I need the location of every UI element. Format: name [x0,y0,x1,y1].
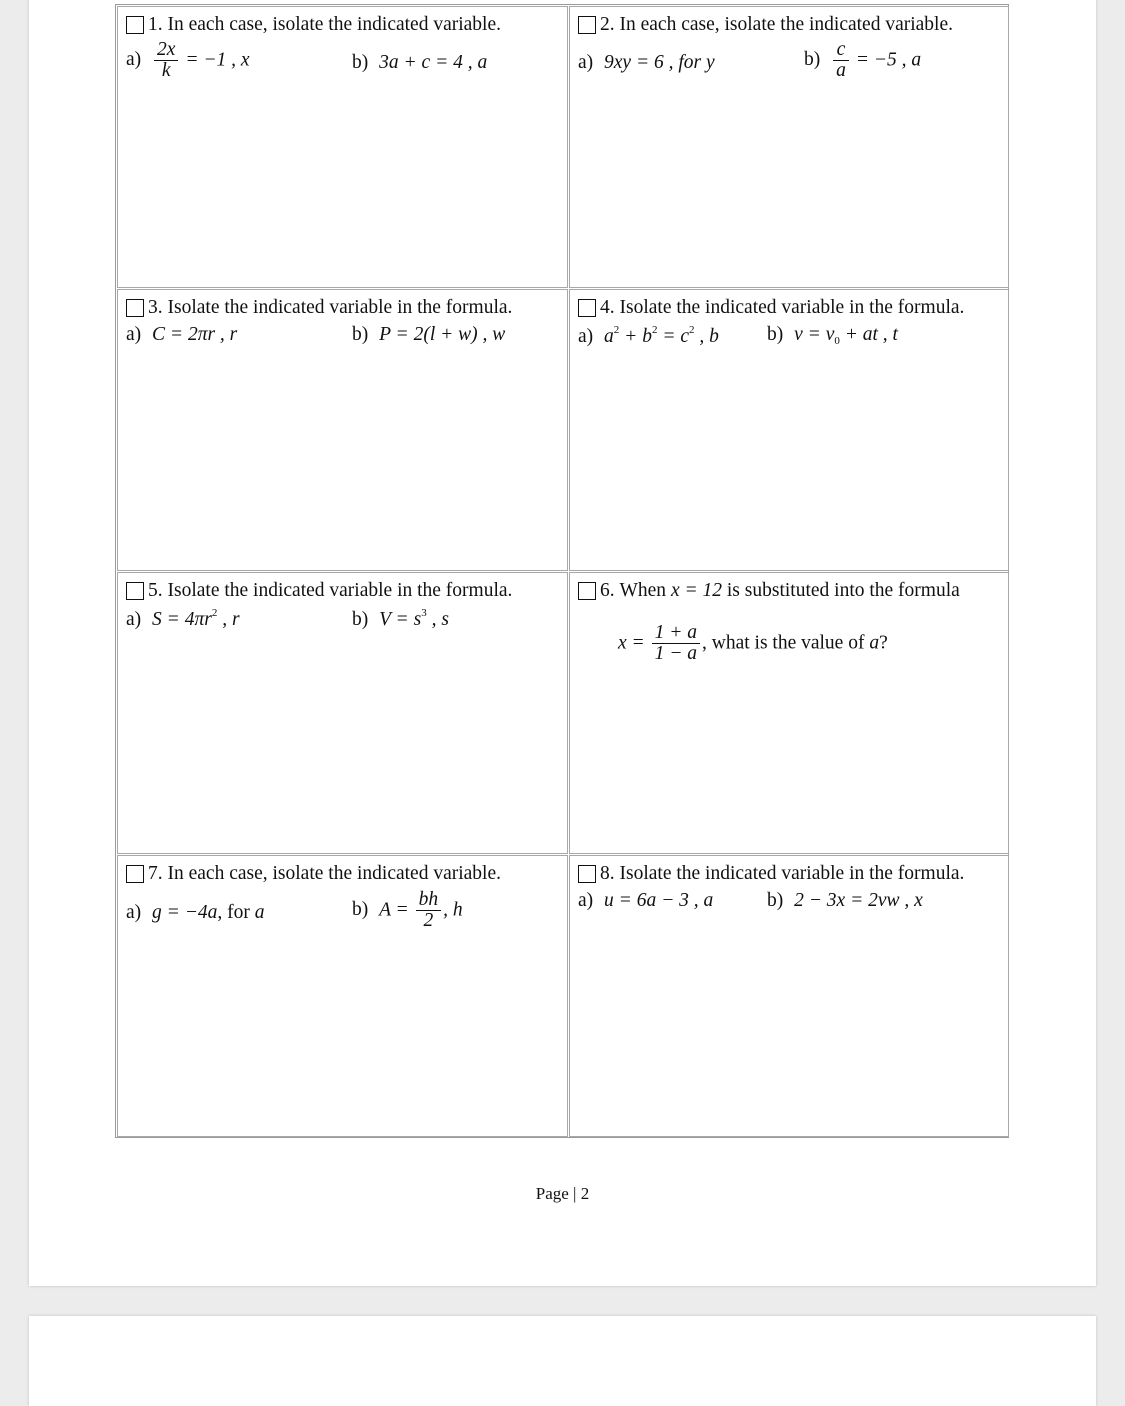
problem-prompt: In each case, isolate the indicated variable. [619,14,953,35]
formula [618,623,888,665]
checkbox[interactable] [126,299,144,317]
expr-term: a [604,326,614,347]
problem-cell-3 [117,289,568,571]
part-a [126,607,240,631]
problem-header [578,580,960,602]
expression-lhs: A = [379,899,409,921]
expr-term: , b [694,326,719,347]
checkbox[interactable] [578,582,596,600]
part-label: b) [804,49,821,71]
part-label: a) [126,609,142,630]
denominator: 2 [423,910,434,932]
problem-cell-5 [117,572,568,854]
problem-number: 1. [148,14,163,35]
problem-number: 2. [600,14,615,35]
expression: u = 6a − 3 , a [604,890,714,911]
expr-term: v = v [794,324,835,345]
part-a [126,324,237,346]
part-b [352,324,505,346]
part-label: a) [578,326,594,347]
problem-prompt: Isolate the indicated variable in the formula. [167,297,513,318]
document-page [29,0,1096,1286]
page-number: Page | 2 [535,1184,590,1203]
problem-cell-4 [569,289,1009,571]
expression-rest: = −1 , x [185,49,250,71]
expression: g = −4a [152,902,218,923]
problem-header [126,863,501,885]
variable: a [254,902,265,923]
formula-lhs: x = [618,632,645,654]
next-page [29,1316,1096,1406]
part-label: b) [352,609,369,630]
problem-grid [115,4,1009,1138]
expression: 2 − 3x = 2vw , x [794,890,923,911]
expr-term: V = s [379,609,422,630]
fraction [833,40,849,82]
problem-prompt: Isolate the indicated variable in the formula. [619,863,965,884]
part-label: b) [767,890,784,911]
expr-term: , s [426,609,449,630]
prompt-math: x = 12 [670,580,723,601]
problem-header [578,14,953,36]
part-a [578,890,713,912]
problem-header [126,297,512,319]
prompt-text: When [619,580,667,601]
part-label: b) [767,324,784,345]
checkbox[interactable] [578,299,596,317]
part-label: a) [126,49,142,71]
question-variable: a [869,632,880,654]
problem-header [126,580,512,602]
part-label: a) [126,902,142,923]
part-label: a) [578,52,594,73]
problem-cell-8 [569,855,1009,1137]
problem-header [578,863,964,885]
checkbox[interactable] [126,582,144,600]
part-label: a) [126,324,142,345]
part-label: b) [352,324,369,345]
checkbox[interactable] [578,16,596,34]
expression: 9xy = 6 , for y [604,52,715,73]
checkbox[interactable] [126,865,144,883]
expression: 3a + c = 4 , a [379,52,488,73]
part-b [352,607,449,631]
exponent: 2 [613,324,620,336]
expression: P = 2(l + w) , w [379,324,506,345]
numerator: bh [416,890,442,911]
part-a [578,52,715,74]
expr-term: = c [657,326,690,347]
exponent: 2 [211,607,218,619]
problem-header [578,297,964,319]
part-b [804,40,921,82]
problem-number: 4. [600,297,615,318]
prompt-text: is substituted into the formula [726,580,960,601]
part-b [352,890,463,932]
numerator: 2x [154,40,178,61]
expression-text: , for [217,902,255,923]
expression-rest: , h [443,899,463,921]
checkbox[interactable] [126,16,144,34]
problem-number: 6. [600,580,615,601]
fraction [154,40,178,82]
part-b [352,52,487,74]
problem-header [126,14,501,36]
exponent: 2 [651,324,658,336]
denominator: k [161,60,171,82]
problem-prompt: In each case, isolate the indicated variable. [167,14,501,35]
fraction [652,623,700,665]
part-b [767,890,923,912]
problem-number: 5. [148,580,163,601]
part-label: b) [352,52,369,73]
problem-prompt: Isolate the indicated variable in the formula. [619,297,965,318]
expression: C = 2πr , r [152,324,238,345]
part-a [126,40,250,82]
part-b [767,324,898,347]
problem-number: 3. [148,297,163,318]
expression-rest: = −5 , a [855,49,922,71]
part-label: b) [352,899,369,921]
exponent: 2 [689,324,695,336]
expr-term: + at , t [839,324,898,345]
problem-cell-7 [117,855,568,1137]
expr-term: + b [619,326,652,347]
part-a [578,324,719,348]
expr-term: , r [217,609,240,630]
problem-cell-2 [569,6,1009,288]
part-a [126,902,264,924]
part-label: a) [578,890,594,911]
problem-cell-6 [569,572,1009,854]
problem-prompt: Isolate the indicated variable in the formula. [167,580,513,601]
question-mark: ? [879,632,888,654]
problem-prompt: In each case, isolate the indicated variable. [167,863,501,884]
exponent: 3 [421,607,427,619]
fraction [416,890,442,932]
numerator: c [833,40,849,61]
problem-number: 7. [148,863,163,884]
problem-number: 8. [600,863,615,884]
denominator: a [836,60,846,82]
expr-term: S = 4πr [152,609,212,630]
subscript: 0 [834,335,840,347]
problem-cell-1 [117,6,568,288]
checkbox[interactable] [578,865,596,883]
question-text: , what is the value of [702,632,870,654]
numerator: 1 + a [652,623,700,644]
denominator: 1 − a [654,643,697,665]
